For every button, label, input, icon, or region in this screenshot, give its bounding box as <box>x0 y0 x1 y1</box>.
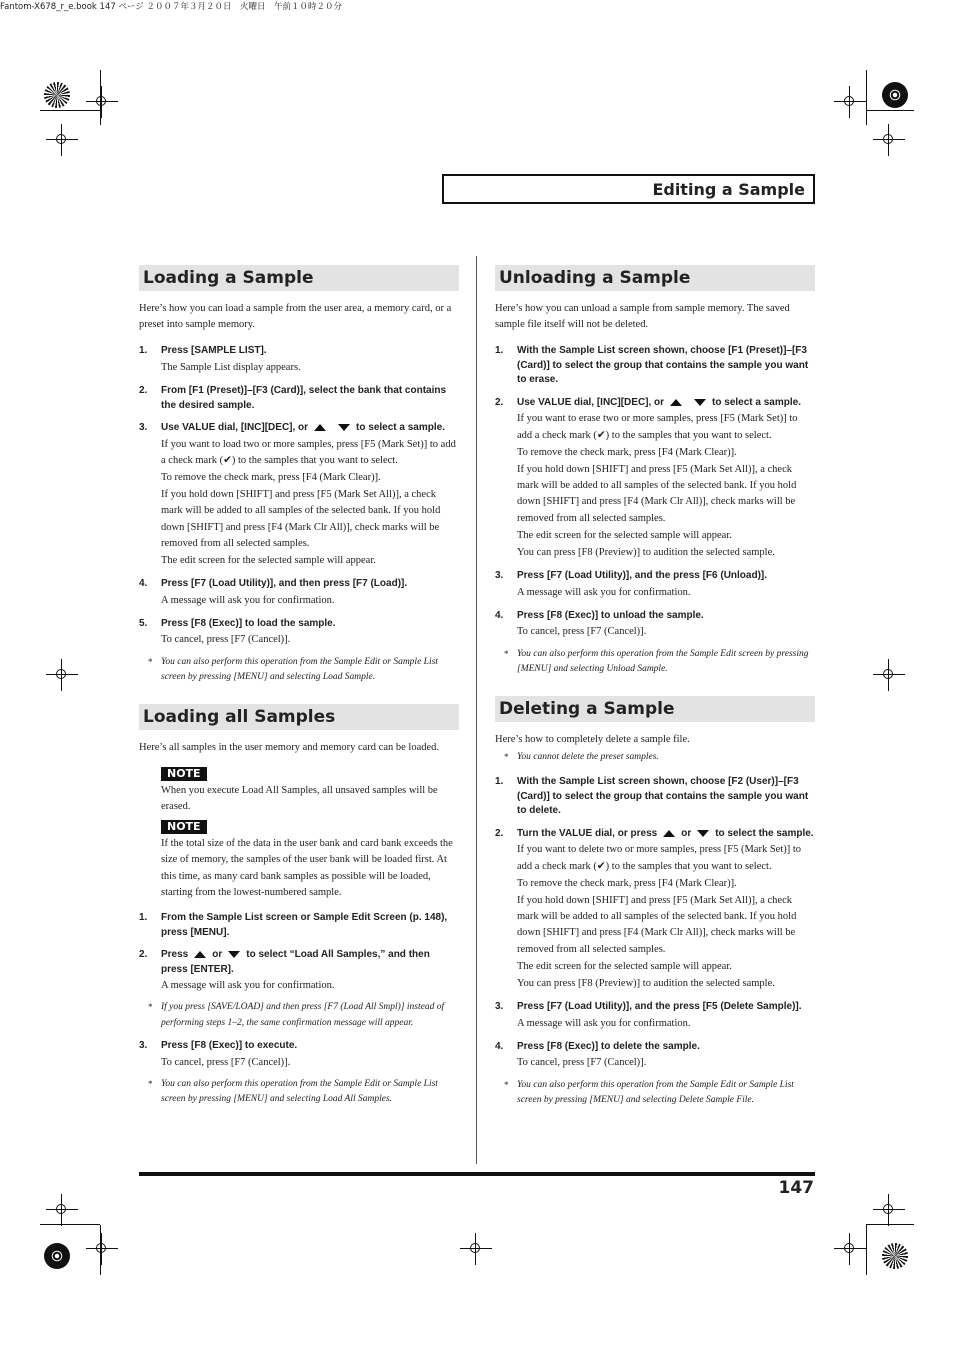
crosshair-icon <box>46 659 78 691</box>
page-number: 147 <box>778 1178 814 1198</box>
footnote: * If you press [SAVE/LOAD] and then press [F7 (Load All Smpl)] instead of performing steps 1–2, the same confirmation message will appear. <box>148 1002 445 1028</box>
crosshair-icon <box>46 1194 78 1226</box>
section-title: Loading a Sample <box>139 265 459 291</box>
registration-star-icon <box>44 1243 70 1269</box>
down-arrow-icon <box>228 951 240 958</box>
section-title: Unloading a Sample <box>495 265 815 291</box>
step: 1. With the Sample List screen shown, choose [F1 (Preset)]–[F3 (Card)] to select the group that contains the sample you want to erase. <box>495 345 809 386</box>
crosshair-icon <box>46 124 78 156</box>
step: 1. Press [SAMPLE LIST]. The Sample List display appears. <box>139 345 301 373</box>
print-header: Fantom-X678_r_e.book 147 ページ ２００７年３月２０日 火曜日 午前１０時２０分 <box>0 2 343 12</box>
section-intro: Here’s how you can unload a sample from sample memory. The saved sample file itself will not be deleted. <box>495 303 790 331</box>
up-arrow-icon <box>314 424 326 431</box>
step: 2. Use VALUE dial, [INC][DEC], or to select a sample. If you want to erase two or more samples, press [F5 (Mark Set)] to add a check mark (✔) to the samples that you want to select. To remove the check mark, press [F4 (Mark Clear)]. If you hold down [SHIFT] and press [F5 (Mark Set All)], a check mark will be added to all samples of the selected bank. If you hold down [SHIFT] and press [F4 (Mark Clr All)], check marks will be removed from all selected samples. The edit screen for the selected sample will appear. You can press [F8 (Preview)] to audition the selected sample. <box>495 396 801 559</box>
crosshair-icon <box>834 1233 866 1265</box>
column-divider <box>476 256 477 1164</box>
crosshair-icon <box>873 124 905 156</box>
step: 4. Press [F7 (Load Utility)], and then press [F7 (Load)]. A message will ask you for confirmation. <box>139 578 408 606</box>
trim-mark <box>866 70 867 125</box>
down-arrow-icon <box>697 830 709 837</box>
running-header: Editing a Sample <box>442 174 815 204</box>
crosshair-icon <box>834 86 866 118</box>
section-intro: Here’s how you can load a sample from the user area, a memory card, or a preset into sample memory. <box>139 303 452 331</box>
step: 4. Press [F8 (Exec)] to delete the sample. To cancel, press [F7 (Cancel)]. <box>495 1040 700 1069</box>
step: 3. Press [F7 (Load Utility)], and the press [F6 (Unload)]. A message will ask you for confirmation. <box>495 570 768 598</box>
section-title: Deleting a Sample <box>495 696 815 722</box>
step: 2. Press or to select “Load All Samples,” and then press [ENTER]. A message will ask you for confirmation. <box>139 949 430 992</box>
footnote: * You can also perform this operation from the Sample Edit or Sample List screen by pressing [MENU] and selecting Delete Sample File. <box>504 1079 794 1106</box>
up-arrow-icon <box>670 399 682 406</box>
trim-mark <box>40 110 100 111</box>
step: 1. With the Sample List screen shown, choose [F2 (User)]–[F3 (Card)] to select the group that contains the sample you want to delete. <box>495 776 809 817</box>
step: 3. Use VALUE dial, [INC][DEC], or to select a sample. If you want to load two or more samples, press [F5 (Mark Set)] to add a check mark (✔) to the samples that you want to select. To remove the check mark, press [F4 (Mark Clear)]. If you hold down [SHIFT] and press [F5 (Mark Set All)], a check mark will be added to all samples of the selected bank. If you hold down [SHIFT] and press [F4 (Mark Clr All)], check marks will be removed from all selected samples. The edit screen for the selected sample will appear. <box>139 422 456 567</box>
down-arrow-icon <box>338 424 350 431</box>
step: 2. From [F1 (Preset)]–[F3 (Card)], select the bank that contains the desired sample. <box>139 385 447 411</box>
crosshair-icon <box>873 659 905 691</box>
left-column: Loading a Sample Here’s how you can load a sample from the user area, a memory card, or a preset into sample memory. 1. Press [SAMPLE LIST]. The Sample List display appears. 2. From [F1 (Preset)]–[F3 (Card)], select the bank that contains the desired sample. 3. Use VALUE dial, [INC][DEC], or to select a sample. If you want to load two or more samples, press [F5 (Mark Set)] to add a check mark (✔) to the samples that you want to select. To remove the check mark, press [F4 (Mark Clear)]. If you hold down [SHIFT] and press [F5 (Mark Set All)], a check mark will be added to all samples of the selected bank. If you hold down [SHIFT] and press [F4 (Mark Clr All)], check marks will be removed from all selected samples. The edit screen for the selected sample will appear. 4. Press [F7 (Load Utility)], and then press [F7 (Load)]. A message will ask you for confirmation. 5. Press [F8 (Exec)] to load the sample. To cancel, press [F7 (Cancel)]. * You can also perform this operation from the Sample Edit or Sample List screen by pressing [MENU] and selecting Load Sample. Loading all Samples Here’s all samples in the user memory and memory card can be loaded. NOTE When you execute Load All Samples, all unsaved samples will be erased. NOTE If the total size of the data in the user bank and card bank exceeds the size of memory, the samples of the user bank will be loaded first. At this time, as many card bank samples as possible will be loaded, starting from the lowest-numbered sample. 1. From the Sample List screen or Sample Edit Screen (p. 148), press [MENU]. 2. Press or to select “Load All Samples,” and then press [ENTER]. A message will ask you for confirmation. * If you press [SAVE/LOAD] and then press [F7 (Load All Smpl)] instead of performing steps 1–2, the same confirmation message will appear. 3. Press [F8 (Exec)] to execute. To cancel, press [F7 (Cancel)]. * You can also perform this operation from the Sample Edit or Sample List screen by pressing [MENU] and selecting Load All Samples. <box>139 265 459 1108</box>
step: 5. Press [F8 (Exec)] to load the sample. To cancel, press [F7 (Cancel)]. <box>139 617 336 646</box>
registration-star-icon <box>882 1243 908 1269</box>
note-badge: NOTE <box>161 767 207 781</box>
right-column <box>495 265 815 1109</box>
section-title: Loading all Samples <box>139 704 459 730</box>
trim-mark <box>866 1225 867 1275</box>
registration-star-icon <box>882 82 908 108</box>
trim-mark <box>40 1224 100 1225</box>
step: 3. Press [F7 (Load Utility)], and the press [F5 (Delete Sample)]. A message will ask you for confirmation. <box>495 1001 802 1029</box>
trim-mark <box>866 110 914 111</box>
trim-mark <box>866 1224 914 1225</box>
crosshair-icon <box>873 1194 905 1226</box>
footnote: * You cannot delete the preset samples. <box>504 751 659 762</box>
section-intro: Here’s all samples in the user memory and memory card can be loaded. <box>139 741 440 753</box>
footnote: * You can also perform this operation from the Sample Edit or Sample List screen by pressing [MENU] and selecting Load Sample. <box>148 656 438 683</box>
footnote: * You can also perform this operation from the Sample Edit screen by pressing [MENU] and selecting Unload Sample. <box>504 648 809 675</box>
trim-mark <box>100 1225 101 1275</box>
note-badge: NOTE <box>161 820 207 834</box>
crosshair-icon <box>460 1233 492 1265</box>
crosshair-icon <box>86 86 118 118</box>
step: 4. Press [F8 (Exec)] to unload the sample. To cancel, press [F7 (Cancel)]. <box>495 609 704 638</box>
up-arrow-icon <box>194 951 206 958</box>
step: 1. From the Sample List screen or Sample Edit Screen (p. 148), press [MENU]. <box>139 912 448 938</box>
trim-mark <box>100 70 101 125</box>
up-arrow-icon <box>663 830 675 837</box>
down-arrow-icon <box>694 399 706 406</box>
step: 2. Turn the VALUE dial, or press or to select the sample. If you want to delete two or more samples, press [F5 (Mark Set)] to add a check mark (✔) to the samples that you want to select. To remove the check mark, press [F4 (Mark Clear)]. If you hold down [SHIFT] and press [F5 (Mark Set All)], a check mark will be added to all samples of the selected bank. If you hold down [SHIFT] and press [F4 (Mark Clr All)], check marks will be removed from all selected samples. The edit screen for the selected sample will appear. You can press [F8 (Preview)] to audition the selected sample. <box>495 827 814 989</box>
registration-star-icon <box>44 82 70 108</box>
section-intro: Here’s how to completely delete a sample file. <box>495 733 690 745</box>
footnote: * You can also perform this operation from the Sample Edit or Sample List screen by pressing [MENU] and selecting Load All Samples. <box>148 1078 438 1105</box>
step: 3. Press [F8 (Exec)] to execute. To cancel, press [F7 (Cancel)]. <box>139 1040 298 1068</box>
crosshair-icon <box>86 1233 118 1265</box>
footer-rule <box>139 1172 815 1176</box>
